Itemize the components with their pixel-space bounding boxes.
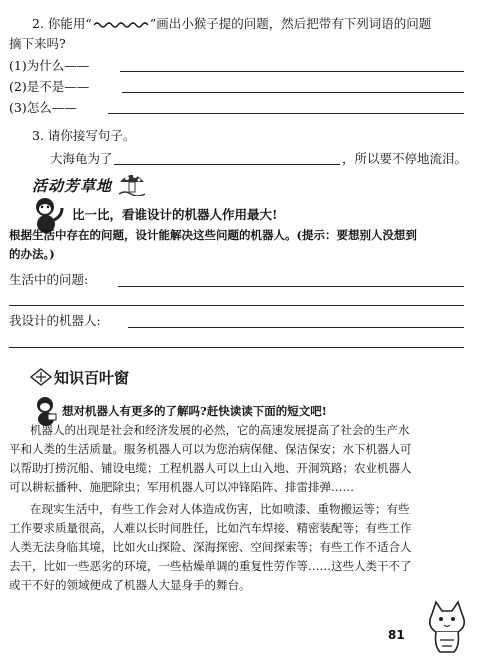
problem-label: 生活中的问题:	[9, 272, 89, 287]
activity-prompt: 比一比，看谁设计的机器人作用最大!	[72, 207, 278, 222]
q2-number: 2.	[32, 16, 44, 31]
q2-line1	[32, 16, 431, 32]
q2-item-1: (1)为什么——	[9, 58, 90, 73]
paragraph1-line: 机器人的出现是社会和经济发展的必然，它的高速发展提高了社会的生产水	[30, 423, 410, 437]
paragraph2-line: 或干不好的领域便成了机器人大显身手的舞台。	[9, 578, 251, 592]
answer-line	[9, 347, 464, 348]
paragraph2-line: 去干，比如一些恶劣的环境，一些枯燥单调的重复性劳作等……这些人类干不了	[9, 559, 412, 573]
answer-line	[122, 92, 464, 93]
q3-sentence-end: ，所以要不停地流泪。	[342, 151, 468, 166]
window-icon	[30, 368, 52, 386]
paragraph2-line: 工作要求质量很高，人难以长时间胜任，比如汽车焊接、精密装配等；有些工作	[9, 521, 412, 535]
q2-text-before: 你能用“	[47, 16, 92, 31]
q2-line2: 摘下来吗?	[9, 36, 66, 51]
knowledge-intro: 想对机器人有更多的了解吗?赶快读读下面的短文吧!	[62, 404, 327, 418]
q2-item-2: (2)是不是——	[9, 79, 90, 94]
q3-sentence-start: 大海龟为了	[50, 151, 113, 166]
paragraph1-line: 以帮助打捞沉船、铺设电缆；工程机器人可以上山入地、开洞筑路；农业机器人	[9, 461, 412, 475]
mushroom-icon	[117, 168, 147, 196]
cat-icon	[424, 600, 470, 654]
paragraph1-line: 可以耕耘播种、施肥除虫；军用机器人可以冲锋陷阵、排雷排弹……	[9, 480, 354, 494]
robot-label: 我设计的机器人:	[9, 313, 101, 328]
answer-line	[128, 327, 464, 328]
q2-text-after: ”画出小猴子提的问题，然后把带有下列词语的问题	[149, 16, 432, 31]
answer-line	[108, 113, 464, 114]
paragraph2-line: 人类无法身临其境，比如火山探险、深海探密、空间探索等；有些工作不适合人	[9, 540, 412, 554]
q3-number: 3.	[32, 128, 44, 143]
activity-instruction-2: 的办法。)	[9, 247, 55, 261]
answer-line	[9, 305, 464, 306]
answer-line	[120, 71, 464, 72]
q2-item-3: (3)怎么——	[9, 100, 77, 115]
q3-heading	[32, 128, 135, 144]
q3-text: 请你接写句子。	[47, 128, 136, 143]
answer-line	[118, 286, 464, 287]
paragraph1-line: 平和人类的生活质量。服务机器人可以为您治病保健、保洁保安；水下机器人可	[9, 442, 412, 456]
activity-title: 活动芳草地	[32, 177, 113, 195]
answer-line	[114, 164, 340, 165]
page-number: 81	[388, 628, 405, 642]
wavy-underline-icon	[92, 20, 150, 30]
paragraph2-line: 在现实生活中，有些工作会对人体造成伤害，比如喷漆、重物搬运等；有些	[30, 502, 410, 516]
knowledge-title: 知识百叶窗	[54, 369, 130, 387]
monkey-reading-icon	[34, 396, 58, 426]
activity-instruction-1: 根据生活中存在的问题，设计能解决这些问题的机器人。(提示：要想别人没想到	[9, 228, 417, 242]
